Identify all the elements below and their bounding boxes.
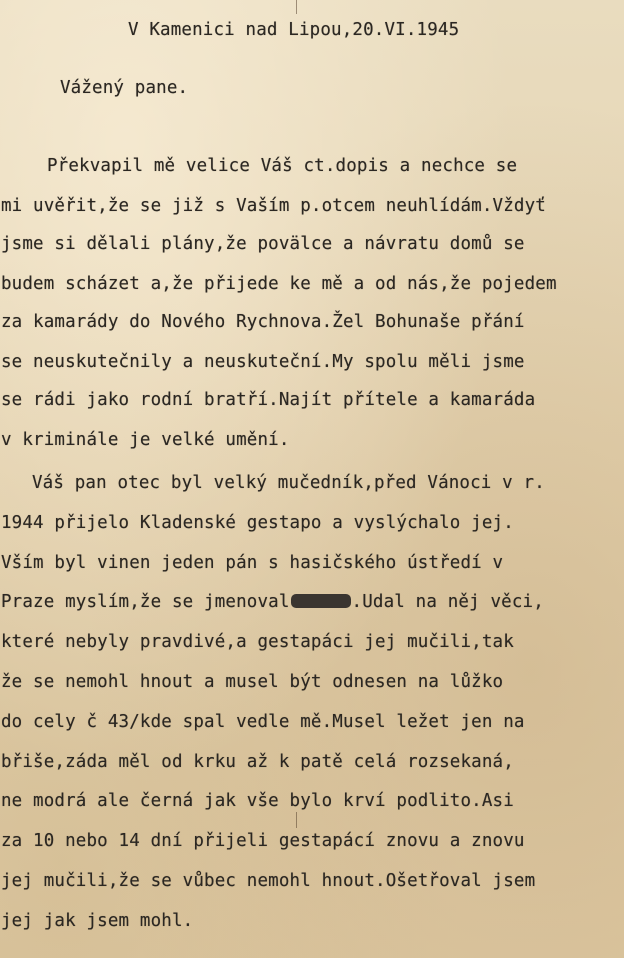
letter-line-15: do cely č 43/kde spal vedle mě.Musel ležet jen na: [1, 712, 525, 732]
letter-line-18: za 10 nebo 14 dní přijeli gestapácí znovu a znovu: [1, 831, 525, 851]
letter-line-8: v kriminále je velké umění.: [1, 430, 290, 450]
letter-line-5: za kamarády do Nového Rychnova.Žel Bohunaše přání: [1, 312, 525, 332]
fold-mark-middle: [296, 812, 297, 828]
date-line: V Kamenici nad Lipou,20.VI.1945: [128, 20, 460, 40]
redacted-name: [291, 594, 351, 608]
letter-line-4: budem scházet a,že přijede ke mě a od nás,že pojedem: [1, 274, 557, 294]
letter-line-16: břiše,záda měl od krku až k patě celá rozsekaná,: [1, 752, 514, 772]
letter-line-20: jej jak jsem mohl.: [1, 911, 194, 931]
letter-line-19: jej mučili,že se vůbec nemohl hnout.Ošetřoval jsem: [1, 871, 536, 891]
letter-line-14: že se nemohl hnout a musel být odnesen na lůžko: [1, 672, 504, 692]
letter-line-1: Překvapil mě velice Váš ct.dopis a nechce se: [47, 156, 518, 176]
letter-line-12-start: Praze myslím,že se jmenoval: [1, 592, 290, 612]
letter-line-10: 1944 přijelo Kladenské gestapo a vyslýchalo jej.: [1, 513, 514, 533]
salutation: Vážený pane.: [60, 78, 189, 98]
letter-line-13: které nebyly pravdivé,a gestapáci jej mučili,tak: [1, 632, 514, 652]
letter-line-2: mi uvěřit,že se již s Vaším p.otcem neuhlídám.Vždyť: [1, 196, 546, 216]
letter-line-12: [1, 592, 544, 612]
letter-line-11: Vším byl vinen jeden pán s hasičského ústředí v: [1, 553, 504, 573]
letter-line-6: se neuskutečnily a neuskuteční.My spolu měli jsme: [1, 352, 525, 372]
letter-line-3: jsme si dělali plány,že povälce a návratu domů se: [1, 234, 525, 254]
letter-line-9: Váš pan otec byl velký mučedník,před Vánoci v r.: [32, 473, 545, 493]
letter-line-17: ne modrá ale černá jak vše bylo krví podlito.Asi: [1, 791, 514, 811]
letter-line-7: se rádi jako rodní bratří.Najít přítele a kamaráda: [1, 390, 536, 410]
letter-line-12-end: .Udal na něj věci,: [351, 592, 544, 612]
fold-mark-top: [296, 0, 297, 14]
